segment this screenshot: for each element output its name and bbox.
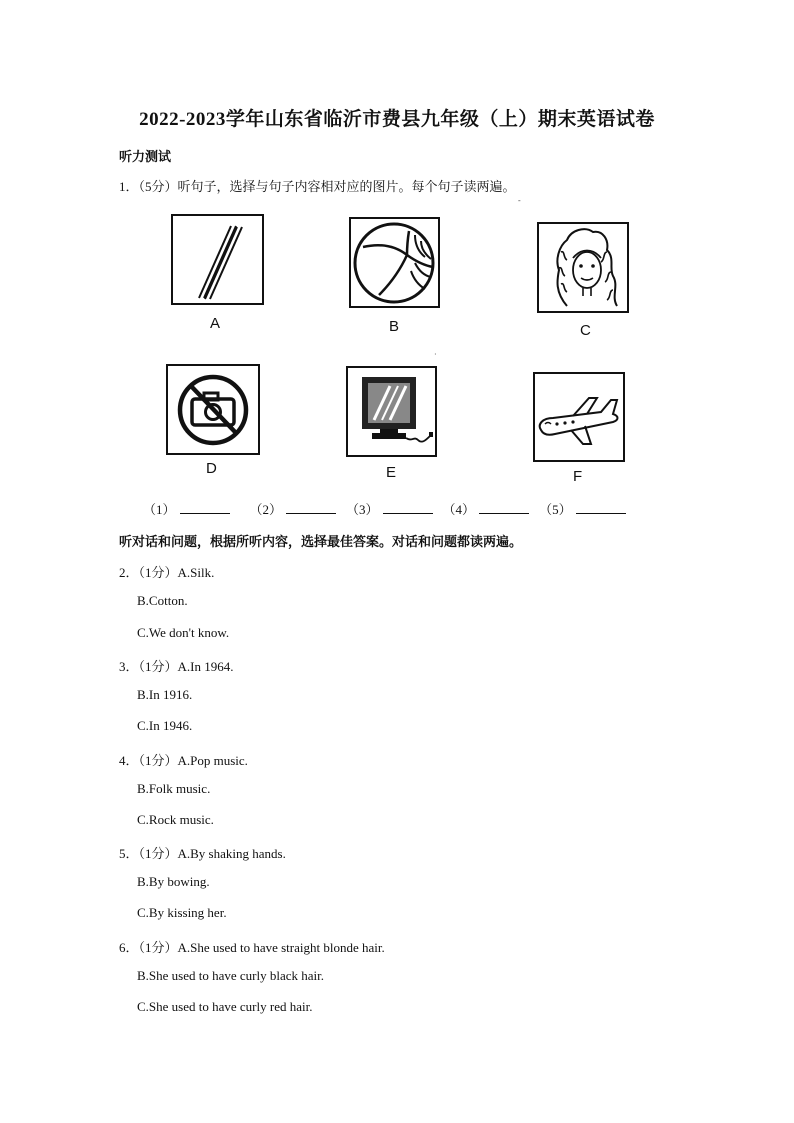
- question-2-option-c: C.We don't know.: [137, 625, 230, 640]
- computer-monitor-icon: [346, 366, 437, 457]
- question-6-option-b: B.She used to have curly black hair.: [137, 968, 325, 983]
- question-5-option-b: B.By bowing.: [137, 874, 210, 889]
- answer-blanks: [143, 499, 626, 518]
- picture-label-c: C: [580, 322, 591, 339]
- blank-number: （3）: [346, 502, 379, 517]
- volleyball-icon: [349, 217, 440, 308]
- question-4-option-b: B.Folk music.: [137, 781, 211, 796]
- picture-label-f: F: [573, 468, 583, 485]
- blank-number: （1）: [143, 502, 176, 517]
- picture-label-e: E: [386, 464, 397, 481]
- section-heading-listening: 听力测试: [119, 149, 172, 164]
- question-4-option-c: C.Rock music.: [137, 812, 214, 827]
- answer-blank-2[interactable]: [250, 499, 337, 518]
- blank-number: （2）: [249, 502, 283, 517]
- no-camera-icon: [166, 364, 260, 455]
- airplane-icon: [533, 372, 625, 462]
- scan-mark: ·: [434, 350, 437, 359]
- scan-mark: -: [518, 196, 521, 205]
- picture-label-d: D: [206, 460, 217, 477]
- answer-blank-1[interactable]: [143, 499, 230, 518]
- picture-label-a: A: [210, 315, 221, 332]
- blank-number: （4）: [442, 502, 476, 517]
- question-3-option-b: B.In 1916.: [137, 687, 193, 702]
- question-5-stem: 5．（1分）A.By shaking hands.: [119, 846, 286, 861]
- chopsticks-icon: [171, 214, 264, 305]
- question-2-stem: 2．（1分）A.Silk.: [119, 565, 215, 580]
- blank-number: （5）: [539, 502, 572, 517]
- blank-line: [180, 501, 230, 514]
- question-4-stem: 4．（1分）A.Pop music.: [119, 753, 248, 768]
- blank-line: [479, 501, 529, 514]
- question-2-option-b: B.Cotton.: [137, 593, 188, 608]
- blank-line: [383, 501, 433, 514]
- picture-label-b: B: [389, 318, 400, 335]
- question-1-prompt: 1．（5分）听句子，选择与句子内容相对应的图片。每个句子读两遍。: [119, 179, 516, 194]
- question-6-option-c: C.She used to have curly red hair.: [137, 999, 313, 1014]
- page-title: 2022-2023学年山东省临沂市费县九年级（上）期末英语试卷: [139, 109, 655, 130]
- answer-blank-4[interactable]: [443, 499, 530, 518]
- question-3-stem: 3．（1分）A.In 1964.: [119, 659, 234, 674]
- blank-line: [286, 501, 336, 514]
- girl-curly-hair-icon: [537, 222, 629, 313]
- question-6-stem: 6．（1分）A.She used to have straight blonde hair.: [119, 940, 385, 955]
- question-3-option-c: C.In 1946.: [137, 718, 193, 733]
- question-5-option-c: C.By kissing her.: [137, 905, 227, 920]
- answer-blank-3[interactable]: [346, 499, 433, 518]
- section-heading-dialogue: 听对话和问题，根据所听内容，选择最佳答案。对话和问题都读两遍。: [119, 534, 523, 549]
- blank-line: [576, 501, 626, 514]
- answer-blank-5[interactable]: [539, 499, 626, 518]
